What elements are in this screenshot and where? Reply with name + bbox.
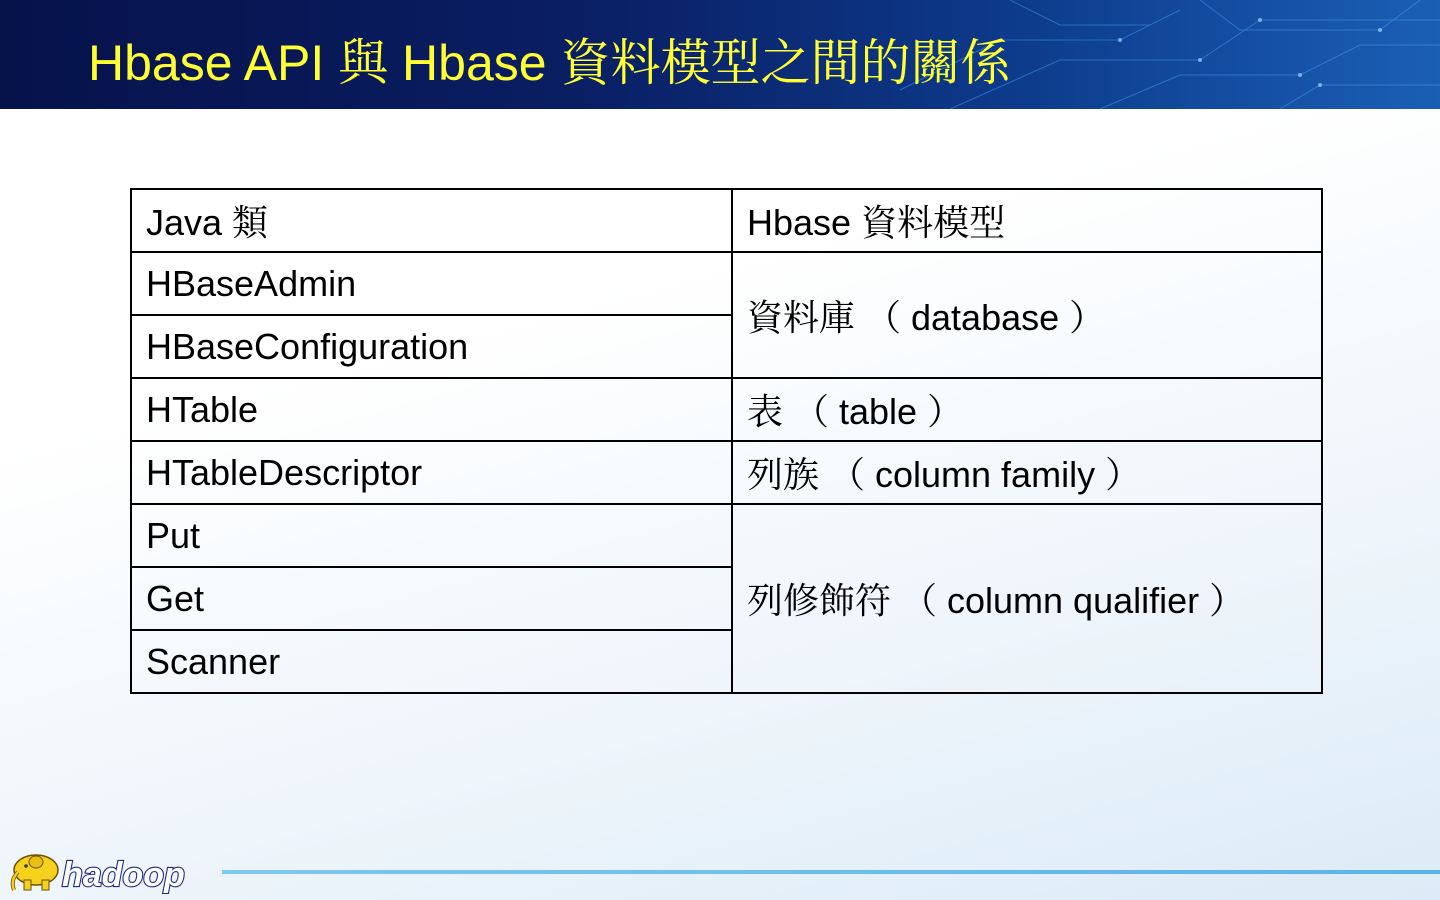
hadoop-logo — [6, 846, 218, 894]
table-cell: Put — [131, 504, 732, 567]
table-cell: HBaseConfiguration — [131, 315, 732, 378]
slide-header — [0, 0, 1440, 109]
logo-text: hadoop — [62, 856, 185, 894]
table-cell: HTable — [131, 378, 732, 441]
table-cell: 列修飾符 （ column qualifier ） — [732, 504, 1322, 693]
table-row — [131, 504, 1322, 567]
table-row — [131, 252, 1322, 315]
table-cell: 表 （ table ） — [732, 378, 1322, 441]
table-row — [131, 378, 1322, 441]
table-cell: Scanner — [131, 630, 732, 693]
page-title: Hbase API 與 Hbase 資料模型之間的關係 — [88, 35, 1011, 91]
table-cell: Get — [131, 567, 732, 630]
footer-divider — [222, 870, 1440, 874]
table-header-row — [131, 189, 1322, 252]
column-header: Java 類 — [131, 189, 732, 252]
table-cell: 列族 （ column family ） — [732, 441, 1322, 504]
elephant-icon — [13, 855, 58, 890]
table-cell: HBaseAdmin — [131, 252, 732, 315]
table-cell: 資料庫 （ database ） — [732, 252, 1322, 378]
relationship-table — [130, 188, 1323, 694]
column-header: Hbase 資料模型 — [732, 189, 1322, 252]
table-cell: HTableDescriptor — [131, 441, 732, 504]
table-row — [131, 441, 1322, 504]
